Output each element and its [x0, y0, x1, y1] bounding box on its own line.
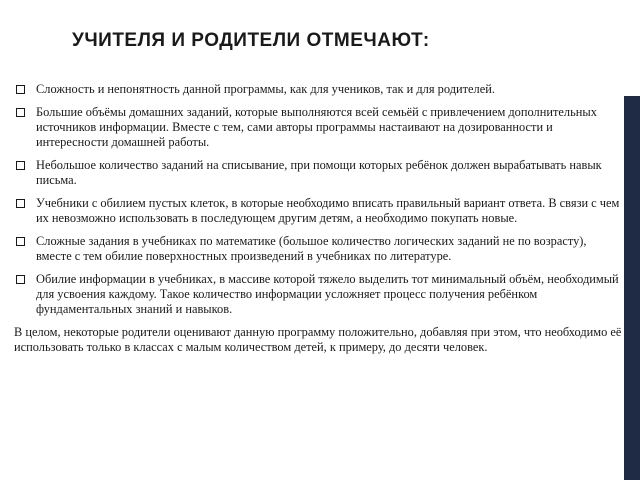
bullet-text: Сложность и непонятность данной программы, как для учеников, так и для родителей. [36, 82, 495, 96]
bullet-text: Небольшое количество заданий на списывание, при помощи которых ребёнок должен вырабатывать навык письма. [36, 158, 602, 187]
bullet-item [12, 234, 622, 264]
bullet-text: Обилие информации в учебниках, в массиве которой тяжело выделить тот минимальный объём, необходимый для усвоения каждому. Такое количество информации усложняет процесс получения ребёнком фундаментальных знаний и навыков. [36, 272, 619, 316]
summary-paragraph: В целом, некоторые родители оценивают данную программу положительно, добавляя при этом, что необходимо её использовать только в классах с малым количеством детей, к примеру, до десяти человек. [14, 325, 622, 354]
bullet-text: Сложные задания в учебниках по математике (большое количество логических заданий не по возрасту), вместе с тем обилие поверхностных произведений в учебниках по литературе. [36, 234, 587, 263]
checkbox-square-icon [16, 275, 25, 284]
checkbox-square-icon [16, 199, 25, 208]
bullet-item [12, 272, 622, 317]
bullet-item [12, 158, 622, 188]
bullet-text: Большие объёмы домашних заданий, которые выполняются всей семьёй с привлечением дополнительных источников информации. Вместе с тем, сами авторы программы настаивают на дозированности и интересности домашней работы. [36, 105, 597, 149]
checkbox-square-icon [16, 161, 25, 170]
checkbox-square-icon [16, 85, 25, 94]
checkbox-square-icon [16, 108, 25, 117]
slide-title: УЧИТЕЛЯ И РОДИТЕЛИ ОТМЕЧАЮТ: [72, 30, 430, 51]
bullet-item [12, 196, 622, 226]
sidebar-accent [624, 0, 640, 96]
bullet-item [12, 82, 622, 97]
bullet-item [12, 105, 622, 150]
bullet-text: Учебники с обилием пустых клеток, в которые необходимо вписать правильный вариант ответа. В связи с чем их невозможно использовать в последующем другим детям, а необходимо покупать новые. [36, 196, 620, 225]
checkbox-square-icon [16, 237, 25, 246]
right-sidebar-bar [624, 0, 640, 480]
slide-content [12, 82, 622, 355]
